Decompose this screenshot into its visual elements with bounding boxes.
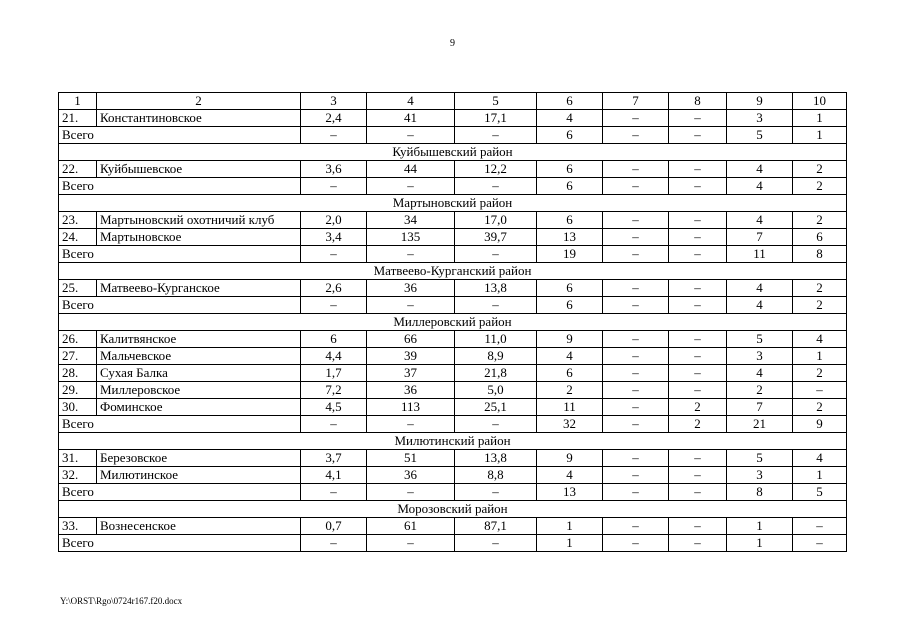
value-cell: – (669, 331, 727, 348)
total-value-cell: – (367, 297, 455, 314)
value-cell: 4 (727, 212, 793, 229)
total-value-cell: 1 (793, 127, 847, 144)
value-cell: 3 (727, 348, 793, 365)
total-value-cell: 9 (793, 416, 847, 433)
value-cell: 3 (727, 467, 793, 484)
value-cell: 6 (537, 280, 603, 297)
table-row (59, 399, 847, 416)
value-cell: – (603, 110, 669, 127)
total-value-cell: – (669, 297, 727, 314)
total-value-cell: – (669, 178, 727, 195)
value-cell: – (603, 348, 669, 365)
region-heading-cell: Куйбышевский район (59, 144, 847, 161)
total-value-cell: – (367, 178, 455, 195)
total-value-cell: – (455, 127, 537, 144)
total-label-cell: Всего (59, 297, 301, 314)
table-row (59, 348, 847, 365)
table-row (59, 450, 847, 467)
total-value-cell: – (603, 127, 669, 144)
row-number-cell: 23. (59, 212, 97, 229)
value-cell: – (603, 229, 669, 246)
locality-name-cell: Константиновское (97, 110, 301, 127)
total-value-cell: – (669, 535, 727, 552)
total-value-cell: – (367, 535, 455, 552)
table-row (59, 518, 847, 535)
value-cell: 9 (537, 331, 603, 348)
value-cell: – (669, 518, 727, 535)
total-value-cell: 1 (537, 535, 603, 552)
total-value-cell: – (603, 178, 669, 195)
value-cell: 2,0 (301, 212, 367, 229)
value-cell: 34 (367, 212, 455, 229)
value-cell: – (603, 331, 669, 348)
total-value-cell: 8 (727, 484, 793, 501)
value-cell: 25,1 (455, 399, 537, 416)
value-cell: – (603, 399, 669, 416)
total-value-cell: – (793, 535, 847, 552)
row-number-cell: 30. (59, 399, 97, 416)
locality-name-cell: Березовское (97, 450, 301, 467)
row-number-cell: 22. (59, 161, 97, 178)
value-cell: 1,7 (301, 365, 367, 382)
total-value-cell: – (603, 246, 669, 263)
total-value-cell: – (669, 484, 727, 501)
value-cell: – (669, 229, 727, 246)
table-row (59, 331, 847, 348)
value-cell: 1 (793, 467, 847, 484)
value-cell: 4 (793, 331, 847, 348)
column-number-cell: 1 (59, 93, 97, 110)
table-row (59, 365, 847, 382)
value-cell: 1 (537, 518, 603, 535)
value-cell: – (669, 382, 727, 399)
column-number-cell: 5 (455, 93, 537, 110)
value-cell: 7 (727, 229, 793, 246)
total-label-cell: Всего (59, 178, 301, 195)
total-value-cell: 21 (727, 416, 793, 433)
value-cell: – (603, 382, 669, 399)
total-value-cell: – (455, 535, 537, 552)
table-row (59, 467, 847, 484)
column-number-cell: 10 (793, 93, 847, 110)
total-value-cell: 4 (727, 178, 793, 195)
value-cell: 2 (727, 382, 793, 399)
value-cell: 4 (727, 161, 793, 178)
value-cell: 8,9 (455, 348, 537, 365)
region-heading-cell: Морозовский район (59, 501, 847, 518)
value-cell: 4 (727, 365, 793, 382)
value-cell: 6 (301, 331, 367, 348)
region-heading-cell: Мартыновский район (59, 195, 847, 212)
value-cell: 36 (367, 467, 455, 484)
total-value-cell: – (367, 484, 455, 501)
total-label-cell: Всего (59, 535, 301, 552)
total-row (59, 297, 847, 314)
total-value-cell: – (455, 484, 537, 501)
value-cell: 2,4 (301, 110, 367, 127)
value-cell: – (603, 212, 669, 229)
value-cell: 36 (367, 382, 455, 399)
total-value-cell: – (669, 246, 727, 263)
table-row (59, 382, 847, 399)
value-cell: 13,8 (455, 450, 537, 467)
total-row (59, 535, 847, 552)
table-row (59, 161, 847, 178)
value-cell: 4 (727, 280, 793, 297)
region-heading-row (59, 263, 847, 280)
value-cell: 4 (537, 110, 603, 127)
row-number-cell: 32. (59, 467, 97, 484)
total-value-cell: 32 (537, 416, 603, 433)
table-row (59, 280, 847, 297)
region-heading-row (59, 314, 847, 331)
total-value-cell: 4 (727, 297, 793, 314)
total-value-cell: 1 (727, 535, 793, 552)
column-number-cell: 9 (727, 93, 793, 110)
total-label-cell: Всего (59, 416, 301, 433)
total-row (59, 178, 847, 195)
column-number-cell: 4 (367, 93, 455, 110)
total-row (59, 246, 847, 263)
row-number-cell: 27. (59, 348, 97, 365)
locality-name-cell: Матвеево-Курганское (97, 280, 301, 297)
value-cell: 3,4 (301, 229, 367, 246)
column-number-row (59, 93, 847, 110)
column-number-cell: 7 (603, 93, 669, 110)
row-number-cell: 26. (59, 331, 97, 348)
footer-file-path: Y:\ORST\Rgo\0724r167.f20.docx (60, 596, 183, 606)
value-cell: 6 (793, 229, 847, 246)
total-value-cell: – (367, 246, 455, 263)
total-value-cell: – (367, 127, 455, 144)
value-cell: 135 (367, 229, 455, 246)
row-number-cell: 31. (59, 450, 97, 467)
value-cell: 51 (367, 450, 455, 467)
value-cell: 6 (537, 212, 603, 229)
locality-name-cell: Мартыновский охотничий клуб (97, 212, 301, 229)
locality-name-cell: Сухая Балка (97, 365, 301, 382)
value-cell: – (669, 450, 727, 467)
total-value-cell: – (455, 416, 537, 433)
value-cell: 4 (793, 450, 847, 467)
value-cell: – (603, 280, 669, 297)
value-cell: 3,7 (301, 450, 367, 467)
value-cell: 44 (367, 161, 455, 178)
value-cell: – (793, 518, 847, 535)
value-cell: 4,1 (301, 467, 367, 484)
total-value-cell: 19 (537, 246, 603, 263)
locality-name-cell: Вознесенское (97, 518, 301, 535)
value-cell: 0,7 (301, 518, 367, 535)
value-cell: 2,6 (301, 280, 367, 297)
value-cell: 11,0 (455, 331, 537, 348)
value-cell: 3,6 (301, 161, 367, 178)
value-cell: 17,0 (455, 212, 537, 229)
value-cell: 37 (367, 365, 455, 382)
value-cell: 36 (367, 280, 455, 297)
total-value-cell: 2 (793, 297, 847, 314)
locality-name-cell: Мартыновское (97, 229, 301, 246)
total-value-cell: – (603, 484, 669, 501)
value-cell: – (603, 467, 669, 484)
total-value-cell: – (603, 416, 669, 433)
region-heading-row (59, 195, 847, 212)
value-cell: 4 (537, 348, 603, 365)
total-value-cell: – (301, 178, 367, 195)
total-value-cell: 5 (793, 484, 847, 501)
column-number-cell: 6 (537, 93, 603, 110)
total-value-cell: – (301, 246, 367, 263)
total-value-cell: – (301, 297, 367, 314)
value-cell: – (669, 161, 727, 178)
row-number-cell: 24. (59, 229, 97, 246)
value-cell: 1 (793, 110, 847, 127)
total-value-cell: – (455, 297, 537, 314)
total-value-cell: – (455, 246, 537, 263)
row-number-cell: 33. (59, 518, 97, 535)
value-cell: 3 (727, 110, 793, 127)
region-heading-row (59, 501, 847, 518)
total-value-cell: – (301, 535, 367, 552)
total-value-cell: 5 (727, 127, 793, 144)
total-value-cell: – (301, 484, 367, 501)
table-row (59, 229, 847, 246)
value-cell: 7 (727, 399, 793, 416)
value-cell: – (603, 518, 669, 535)
value-cell: 61 (367, 518, 455, 535)
value-cell: 12,2 (455, 161, 537, 178)
column-number-cell: 8 (669, 93, 727, 110)
region-heading-cell: Миллеровский район (59, 314, 847, 331)
table-body (59, 93, 847, 552)
region-heading-row (59, 144, 847, 161)
value-cell: 21,8 (455, 365, 537, 382)
column-number-cell: 2 (97, 93, 301, 110)
row-number-cell: 21. (59, 110, 97, 127)
locality-name-cell: Фоминское (97, 399, 301, 416)
value-cell: 8,8 (455, 467, 537, 484)
row-number-cell: 25. (59, 280, 97, 297)
value-cell: 13 (537, 229, 603, 246)
total-value-cell: – (603, 535, 669, 552)
total-value-cell: – (301, 127, 367, 144)
row-number-cell: 29. (59, 382, 97, 399)
table-row (59, 110, 847, 127)
value-cell: 2 (537, 382, 603, 399)
locality-name-cell: Калитвянское (97, 331, 301, 348)
total-value-cell: 8 (793, 246, 847, 263)
value-cell: 1 (793, 348, 847, 365)
locality-name-cell: Куйбышевское (97, 161, 301, 178)
value-cell: 2 (669, 399, 727, 416)
total-row (59, 416, 847, 433)
value-cell: – (669, 212, 727, 229)
value-cell: – (603, 450, 669, 467)
value-cell: 4,4 (301, 348, 367, 365)
locality-name-cell: Милютинское (97, 467, 301, 484)
data-table (58, 92, 847, 552)
total-value-cell: – (367, 416, 455, 433)
value-cell: – (669, 110, 727, 127)
total-label-cell: Всего (59, 484, 301, 501)
total-row (59, 484, 847, 501)
value-cell: 2 (793, 399, 847, 416)
value-cell: – (669, 348, 727, 365)
value-cell: – (669, 467, 727, 484)
total-label-cell: Всего (59, 246, 301, 263)
total-row (59, 127, 847, 144)
value-cell: 113 (367, 399, 455, 416)
value-cell: 41 (367, 110, 455, 127)
value-cell: – (603, 365, 669, 382)
value-cell: – (669, 365, 727, 382)
page-number: 9 (450, 38, 455, 49)
total-value-cell: 6 (537, 127, 603, 144)
table-row (59, 212, 847, 229)
column-number-cell: 3 (301, 93, 367, 110)
value-cell: 5 (727, 331, 793, 348)
total-value-cell: 6 (537, 178, 603, 195)
value-cell: – (669, 280, 727, 297)
total-value-cell: 11 (727, 246, 793, 263)
value-cell: 2 (793, 280, 847, 297)
value-cell: 39 (367, 348, 455, 365)
total-value-cell: – (669, 127, 727, 144)
value-cell: 6 (537, 161, 603, 178)
value-cell: 66 (367, 331, 455, 348)
total-value-cell: 2 (669, 416, 727, 433)
total-value-cell: 6 (537, 297, 603, 314)
total-label-cell: Всего (59, 127, 301, 144)
value-cell: 4 (537, 467, 603, 484)
value-cell: 17,1 (455, 110, 537, 127)
value-cell: 11 (537, 399, 603, 416)
row-number-cell: 28. (59, 365, 97, 382)
value-cell: 13,8 (455, 280, 537, 297)
total-value-cell: – (455, 178, 537, 195)
value-cell: 2 (793, 365, 847, 382)
region-heading-row (59, 433, 847, 450)
value-cell: 5 (727, 450, 793, 467)
value-cell: 9 (537, 450, 603, 467)
value-cell: 6 (537, 365, 603, 382)
region-heading-cell: Матвеево-Курганский район (59, 263, 847, 280)
value-cell: 2 (793, 161, 847, 178)
total-value-cell: 13 (537, 484, 603, 501)
locality-name-cell: Мальчевское (97, 348, 301, 365)
locality-name-cell: Миллеровское (97, 382, 301, 399)
value-cell: 5,0 (455, 382, 537, 399)
value-cell: – (793, 382, 847, 399)
value-cell: 2 (793, 212, 847, 229)
value-cell: 1 (727, 518, 793, 535)
total-value-cell: – (603, 297, 669, 314)
value-cell: 87,1 (455, 518, 537, 535)
total-value-cell: – (301, 416, 367, 433)
value-cell: 7,2 (301, 382, 367, 399)
region-heading-cell: Милютинский район (59, 433, 847, 450)
value-cell: – (603, 161, 669, 178)
value-cell: 39,7 (455, 229, 537, 246)
value-cell: 4,5 (301, 399, 367, 416)
total-value-cell: 2 (793, 178, 847, 195)
